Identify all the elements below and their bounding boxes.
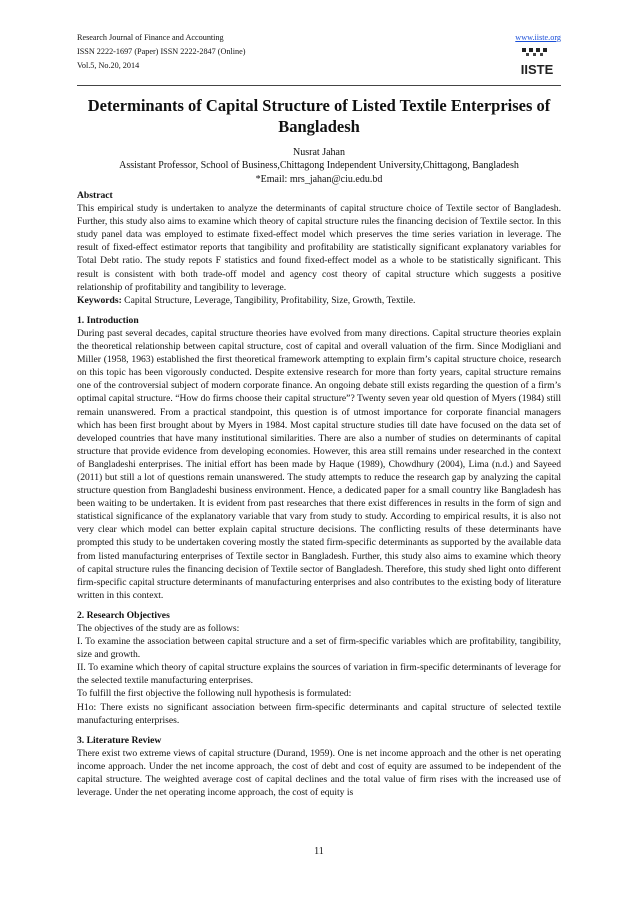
paper-body xyxy=(77,189,561,799)
iiste-logo xyxy=(513,47,561,77)
intro-text: During past several decades, capital structure theories have evolved from many directions. Capital structure theories explain the theoretical relationship between capital structure, cost of capital and overall valuation of the firm. Since Modigliani and Miller (1958, 1963) established the first theoretical framework attempting to explain firm’s capital structure choice, research on this topic has been vigorously conducted. Despite extensive research for more than forty years, capital structure remains one of the controversial subject of modern corporate finance. An ongoing debate still exists regarding the question of a firm’s optimal capital structure. “How do firms choose their capital structure”? Twenty seven year old question of Myers (1984) still remain unanswered. From a practical standpoint, this question is of utmost importance for corporate financial managers which has been first brought about by Myers in 1984. Most capital structure studies till date have focused on the data set of developed countries that have many institutional similarities. There are also a number of studies on determinants of capital structure that provide evidence from developing economies. However, this area still remains under researched in the context of Bangladeshi enterprises. The initial effort has been made by Haque (1989), Chowdhury (2004), Lima (n.d.) and Sayeed (2011) but still a lot of questions remain unanswered. The study attempts to reduce the research gap by analyzing the capital structure question from Bangladeshi business environment. Hence, a dedicated paper for a small country like Bangladesh has been waiting to be undertaken. It is evident from past researches that there exist differences in results in the form of sign and statistical significance of the explanatory variable that vary from study to study. According to empirical results, it is also not very clear which model can better explain capital structure decisions. The conflicting results of these determinants have prompted this study to be undertaken covering mostly the stated firm-specific determinants as supported by the available data from listed manufacturing enterprises of Textile sector in Bangladesh. Further, this study also aims to examine which theory of capital structure rules the financing decision of Textile sector of Bangladesh. Therefore, this study shed light onto different firm-specific capital structure determinants of manufacturing enterprises and also contributes to the existing body of literature written in this context. xyxy=(77,327,561,601)
issn-line: ISSN 2222-1697 (Paper) ISSN 2222-2847 (Online) xyxy=(77,47,246,56)
paper-title: Determinants of Capital Structure of Listed Textile Enterprises of Bangladesh xyxy=(87,96,551,136)
journal-name: Research Journal of Finance and Accounting xyxy=(77,33,224,42)
keywords-list: Capital Structure, Leverage, Tangibility, Profitability, Size, Growth, Textile. xyxy=(121,294,416,306)
logo-text: IISTE xyxy=(520,62,554,77)
volume-line: Vol.5, No.20, 2014 xyxy=(77,61,140,70)
page-number: 11 xyxy=(314,846,324,857)
literature-text: There exist two extreme views of capital structure (Durand, 1959). One is net income approach and the other is net operating income approach. Under the net income approach, the cost of debt and cost of equity are assumed to be independent of the capital structure. The weighted average cost of capital declines and the total value of firm rises with the increased use of leverage. Under the net operating income approach, the cost of equity is xyxy=(77,747,561,799)
abstract-text: This empirical study is undertaken to analyze the determinants of capital structure choice of Textile sector of Bangladesh. Further, this study also aims to examine which theory of capital structure rules the financing decision of Textile sector. In this study panel data was employed to estimate fixed-effect model which preserves the time series variation in leverage. The result of fixed-effect estimator reports that tangibility and profitability are statistically significant explanatory variables for Total Debt ratio. The study repots F statistics and found fixed-effect model as a whole to be statistically significant. This result is consistent with both trade-off model and agency cost theory of capital structure which suggests a positive relationship of profitability and tangibility to leverage. xyxy=(77,203,561,293)
intro-heading: 1. Introduction xyxy=(77,314,139,326)
header-divider xyxy=(77,85,561,86)
journal-url-link[interactable]: www.iiste.org xyxy=(515,33,561,42)
keywords-line xyxy=(77,294,561,307)
literature-heading: 3. Literature Review xyxy=(77,734,162,746)
objective-3: To fulfill the first objective the following null hypothesis is formulated: xyxy=(77,688,352,700)
keywords-label: Keywords: xyxy=(77,294,122,306)
author-block xyxy=(77,146,561,186)
objective-2: II. To examine which theory of capital structure explains the sources of variation in firm-specific determinants of leverage for the selected textile manufacturing enterprises. xyxy=(77,662,561,687)
hypothesis: H1o: There exists no significant association between firm-specific determinants and capital structure of selected textile manufacturing enterprises. xyxy=(77,701,561,726)
objectives-heading: 2. Research Objectives xyxy=(77,609,170,621)
objectives-intro: The objectives of the study are as follows: xyxy=(77,623,240,634)
objective-1: I. To examine the association between capital structure and a set of firm-specific variables which are profitability, tangibility, size and growth. xyxy=(77,636,561,661)
journal-header xyxy=(77,31,561,73)
abstract-heading: Abstract xyxy=(77,190,113,201)
author-affiliation: Assistant Professor, School of Business,Chittagong Independent University,Chittagong, Bangladesh xyxy=(119,160,519,172)
author-name: Nusrat Jahan xyxy=(293,147,345,158)
author-email: *Email: mrs_jahan@ciu.edu.bd xyxy=(255,173,383,185)
